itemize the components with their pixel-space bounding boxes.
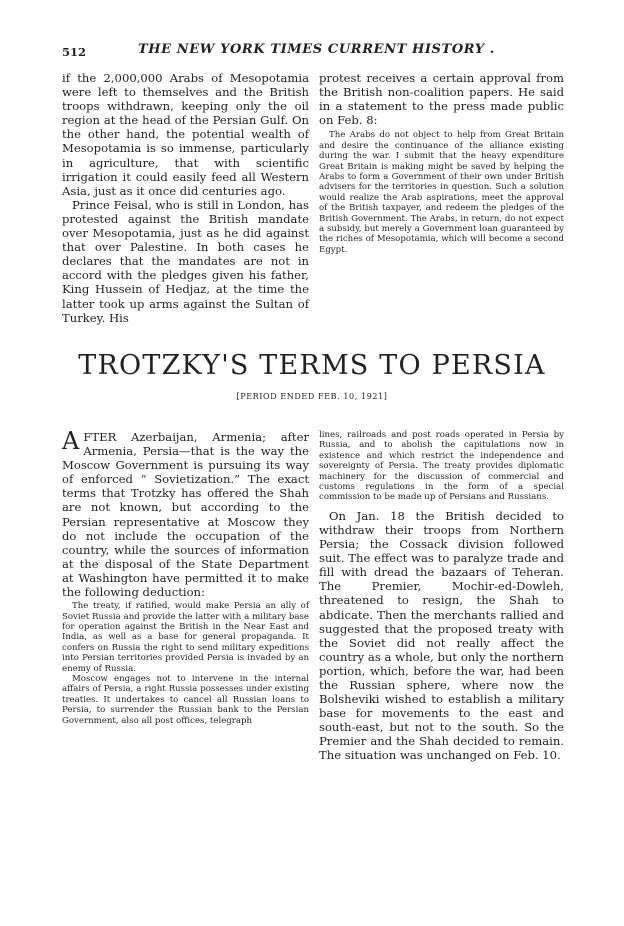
treaty-quote-3: lines, railroads and post roads operated in Persia by Russia, and to abolish the capitulations now in existence and which restrict the independence and sovereignty of Persia. The treaty provides diplomatic machinery for the discussion of commercial and customs regulations in the form of a special commission to be made up of Persians and Russians. [319,430,564,503]
top-left-paragraph-2: Prince Feisal, who is still in London, has protested against the British mandate over Mesopotamia, just as he did against that over Palestine. In both cases he declares that the mandates are not in accord with the pledges given his father, King Hussein of Hedjaz, at the time the latter took up arms against the Sultan of Turkey. His [62,197,309,325]
treaty-quote-1: The treaty, if ratified, would make Persia an ally of Soviet Russia and provide the latter with a military base for operation against the British in the Near East and India, as well as a base for general propaganda. It confers on Russia the right to send military expeditions into Persian territories provided Persia is invaded by an enemy of Russia. [62,601,309,674]
top-right-column [319,71,564,255]
article-title: TROTZKY'S TERMS TO PERSIA [78,350,546,381]
bottom-left-column [62,427,309,726]
top-right-paragraph-1: protest receives a certain approval from the British non-coalition papers. He said in a statement to the press made public on Feb. 8: [319,71,564,128]
treaty-quote-2: Moscow engages not to intervene in the internal affairs of Persia, a right Russia possesses under existing treaties. It undertakes to cancel all Russian loans to Persia, to surrender the Russian bank to the Persian Government, also all post offices, telegraph [62,673,309,726]
article-period: [PERIOD ENDED FEB. 10, 1921] [236,392,388,401]
top-left-paragraph-1: if the 2,000,000 Arabs of Mesopotamia were left to themselves and the British troops withdrawn, keeping only the oil region at the head of the Persian Gulf. On the other hand, the potential wealth of Mesopotamia is so immense, particularly in agriculture, that with scientific irrigation it could easily feed all Western Asia, just as it once did centuries ago. [62,71,309,198]
page-number: 512 [62,45,87,59]
article-lead-paragraph: AFTER Azerbaijan, Armenia; after Armenia, Persia—that is the way the Moscow Government is pursuing its way of enforced “ Sovietization.” The exact terms that Trotzky has offered the Shah are not known, but according to the Persian representative at Moscow they do not include the occupation of the country, while the sources of information at the disposal of the State Department at Washington have permitted it to make the following deduction: [62,427,309,600]
article-paragraph-2: On Jan. 18 the British decided to withdraw their troops from Northern Persia; the Cossack division followed suit. The effect was to paralyze trade and fill with dread the bazaars of Teheran. The Premier, Mochir-ed-Dowleh, threatened to resign, the Shah to abdicate. Then the merchants rallied and suggested that the proposed treaty with the Soviet did not really affect the country as a whole, but only the northern portion, which, before the war, had been the Russian sphere, where now the Bolsheviki wished to establish a military base for movements to the east and south-east, but not to the south. So the Premier and the Shah decided to remain. The situation was unchanged on Feb. 10. [319,508,564,763]
feisal-quote: The Arabs do not object to help from Great Britain and desire the continuance of the alliance existing during the war. I submit that the heavy expenditure Great Britain is making might be saved by helping the Arabs to form a Government of their own under British advisers for the territories in question. Such a solution would realize the Arab aspirations, meet the approval of the British taxpayer, and redeem the pledges of the British Government. The Arabs, in return, do not expect a subsidy, but merely a Government loan guaranteed by the riches of Mesopotamia, which will become a second Egypt. [319,130,564,255]
page-header [62,42,566,62]
top-left-column [62,71,309,325]
running-title: THE NEW YORK TIMES CURRENT HISTORY . [138,42,495,57]
bottom-right-column [319,430,564,763]
